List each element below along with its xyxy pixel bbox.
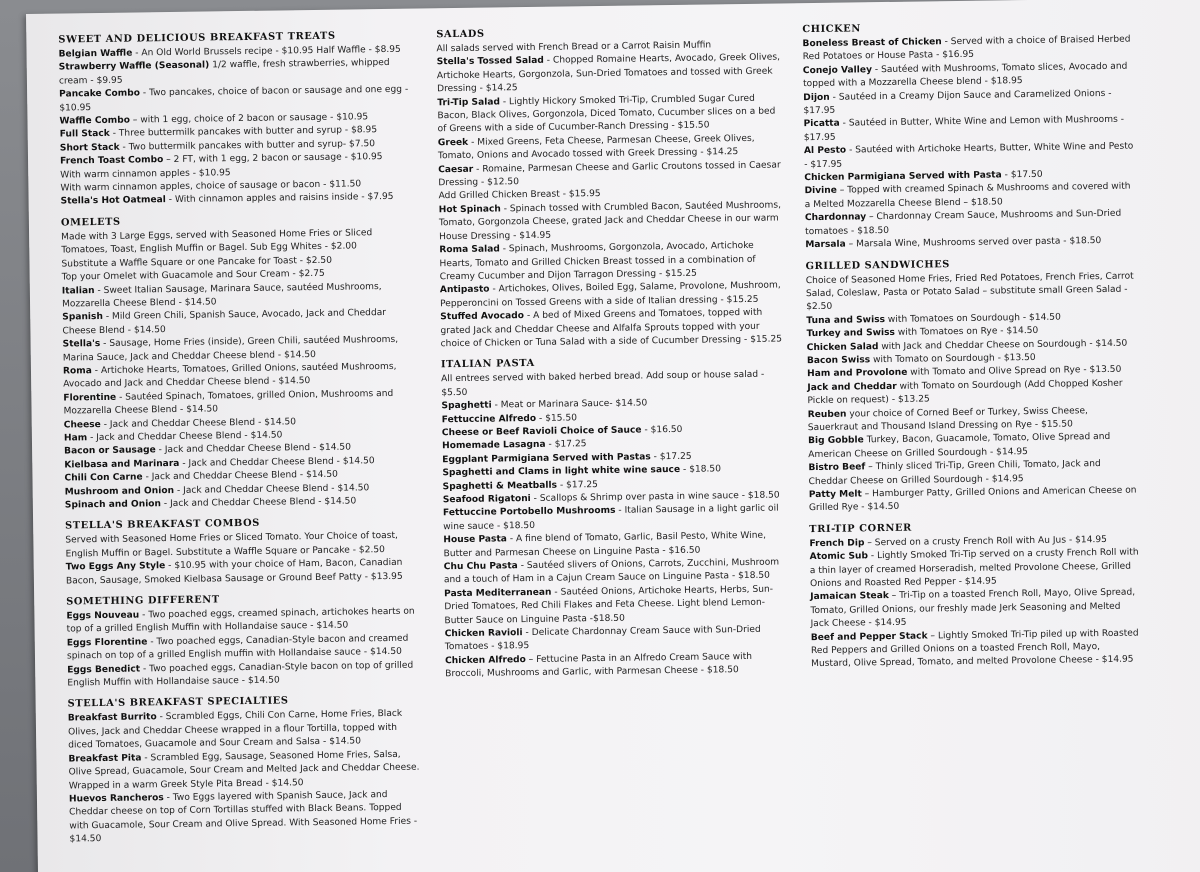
- menu-item-description: – 2 FT, with 1 egg, 2 bacon or sausage - $10.95: [163, 152, 383, 166]
- menu-item-name: Cheese or Beef Ravioli Choice of Sauce: [441, 425, 642, 439]
- menu-item-description: Substitute a Waffle Square or one Pancake for Toast - $2.50: [61, 255, 333, 270]
- menu-item: [69, 788, 422, 847]
- menu-item-name: Picatta: [803, 119, 840, 130]
- menu-item-name: Marsala: [805, 239, 846, 251]
- menu-item-name: Spaghetti: [441, 400, 492, 412]
- menu-item-name: Eggs Nouveau: [66, 610, 140, 622]
- menu-item: [439, 199, 788, 244]
- menu-item-description: - Jack and Cheddar Cheese Blend - $14.50: [155, 442, 352, 456]
- menu-column-middle: [436, 23, 793, 688]
- menu-item-description: - Jack and Cheddar Cheese Blend - $14.50: [173, 482, 370, 496]
- menu-item-name: Ham and Provolone: [807, 368, 908, 380]
- menu-item-name: Turkey and Swiss: [806, 328, 896, 340]
- menu-section: [441, 354, 793, 682]
- menu-item-description: With warm cinnamon apples - $10.95: [60, 167, 231, 181]
- menu-item-name: Greek: [437, 137, 469, 149]
- menu-item-name: Eggplant Parmigiana Served with Pastas: [442, 452, 651, 466]
- menu-item-description: – with 1 egg, choice of 2 bacon or sausage - $10.95: [129, 112, 369, 126]
- menu-item-name: Reuben: [807, 409, 847, 420]
- menu-item: [445, 650, 793, 682]
- menu-item-name: Spaghetti and Clams in light white wine sauce: [442, 465, 681, 479]
- menu-section: [58, 29, 412, 210]
- menu-item-description: - Served with a choice of Braised Herbed Red Potatoes or House Pasta - $16.95: [802, 34, 1131, 63]
- menu-item-description: - Sautéed Spinach, Tomatoes, grilled Onion, Mushrooms and Mozzarella Cheese Blend - $14.50: [63, 388, 394, 417]
- menu-item: [809, 485, 1139, 516]
- menu-item-name: Boneless Breast of Chicken: [802, 37, 942, 50]
- menu-item-description: - Sautéed Onions, Artichoke Hearts, Herbs, Sun-Dried Tomatoes, Red Chili Flakes and Feta Cheese. Light blend Lemon-Butter Sauce on Linguine Pasta -$18.50: [444, 584, 774, 626]
- menu-item: [444, 583, 793, 628]
- menu-item-name: Bistro Beef: [808, 462, 866, 474]
- menu-item-name: Stella's: [62, 339, 101, 350]
- menu-item-name: Seafood Rigatoni: [442, 494, 531, 506]
- menu-item-name: Atomic Sub: [809, 551, 869, 563]
- menu-item-description: - Two poached eggs, creamed spinach, artichokes hearts on top of a grilled English Muffin with Hollandaise sauce - $14.50: [66, 606, 415, 635]
- menu-item-description: - $17.25: [556, 479, 599, 491]
- menu-item: [67, 659, 419, 691]
- menu-item-name: Antipasto: [439, 284, 490, 296]
- menu-item: [68, 748, 421, 793]
- menu-item-description: - Jack and Cheddar Cheese Blend - $14.50: [160, 496, 357, 510]
- menu-item-description: - Sautéed slivers of Onions, Carrots, Zucchini, Mushroom and a touch of Ham in a Cajun Cream Sauce on Linguine Pasta - $18.50: [443, 557, 780, 586]
- menu-item-name: Bacon or Sausage: [64, 445, 156, 457]
- section-intro: All entrees served with baked herbed bread. Add soup or house salad - $5.50: [441, 370, 765, 398]
- menu-item-description: – Marsala Wine, Mushrooms served over pasta - $18.50: [845, 236, 1102, 250]
- section-title: STELLA'S BREAKFAST SPECIALTIES: [67, 695, 289, 710]
- menu-section: [65, 515, 418, 589]
- menu-item-name: Jamaican Steak: [810, 591, 889, 603]
- menu-item: [439, 239, 788, 284]
- menu-item-description: - Two buttermilk pancakes with butter and syrup- $7.50: [119, 138, 376, 153]
- menu-item-description: with Jack and Cheddar Cheese on Sourdough - $14.50: [878, 338, 1128, 352]
- section-title: STELLA'S BREAKFAST COMBOS: [65, 518, 260, 532]
- menu-item-description: - A fine blend of Tomato, Garlic, Basil Pesto, White Wine, Butter and Parmesan Cheese on Linguine Pasta - $16.50: [443, 530, 767, 559]
- menu-item-name: Homemade Lasagna: [442, 440, 546, 452]
- menu-item-name: Breakfast Pita: [68, 753, 142, 765]
- menu-item-name: Spaghetti & Meatballs: [442, 480, 558, 492]
- menu-item-description: - Artichokes, Olives, Boiled Egg, Salame, Provolone, Mushroom, Pepperoncini on Tossed Greens with a side of Italian dressing - $15.25: [440, 280, 781, 309]
- menu-item-description: – Chardonnay Cream Sauce, Mushrooms and Sun-Dried tomatoes - $18.50: [805, 209, 1122, 237]
- menu-item-name: Conejo Valley: [802, 65, 873, 76]
- menu-item-description: – Thinly sliced Tri-Tip, Green Chili, Tomato, Jack and Cheddar Cheese on Grilled Sourdough - $14.95: [808, 459, 1101, 487]
- menu-item-description: Add Grilled Chicken Breast - $15.95: [438, 189, 601, 202]
- menu-section: [802, 19, 1135, 253]
- menu-section: [436, 23, 788, 351]
- menu-item-description: - Mixed Greens, Feta Cheese, Parmesan Cheese, Greek Olives, Tomato, Onions and Avocado tossed with Greek Dressing - $14.25: [437, 133, 755, 162]
- section-intro: Choice of Seasoned Home Fries, Fried Red Potatoes, French Fries, Carrot Salad, Coleslaw, Pasta or Potato Salad – substitute small Green Salad - $2.50: [805, 271, 1134, 313]
- menu-item-description: - Jack and Cheddar Cheese Blend - $14.50: [142, 469, 338, 483]
- section-title: SOMETHING DIFFERENT: [66, 594, 220, 608]
- menu-item-name: Dijon: [803, 92, 830, 103]
- menu-item-name: Belgian Waffle: [58, 48, 133, 60]
- menu-item-description: - Sautéed in Butter, White Wine and Lemon with Mushrooms - $17.95: [803, 115, 1125, 143]
- menu-item-description: - Two Eggs layered with Spanish Sauce, Jack and Cheddar cheese on top of Corn Tortillas stuffed with Black Beans. Topped with Guacamole, Sour Cream and Olive Spread. With Seasoned Home Fries - $14.50: [69, 789, 418, 845]
- menu-item-description: - $16.50: [641, 424, 683, 436]
- menu-item-description: - Two pancakes, choice of bacon or sausage and one egg - $10.95: [59, 84, 409, 114]
- menu-item-name: Spinach and Onion: [64, 499, 162, 511]
- menu-item-name: Chu Chu Pasta: [443, 561, 518, 573]
- menu-item-name: Fettuccine Portobello Mushrooms: [442, 506, 616, 519]
- menu-section: [806, 255, 1140, 516]
- menu-item-description: - Spinach tossed with Crumbled Bacon, Sautéed Mushrooms, Tomato, Gorgonzola Cheese, grated Jack and Cheddar Cheese in our warm House Dressing - $14.95: [438, 200, 782, 242]
- menu-item-name: Chili Con Carne: [64, 472, 143, 484]
- menu-item-name: Italian: [61, 285, 95, 297]
- menu-item-name: Two Eggs Any Style: [65, 561, 166, 573]
- menu-item-name: Chardonnay: [804, 212, 867, 224]
- menu-item-name: French Dip: [809, 538, 865, 549]
- section-title: CHICKEN: [802, 23, 861, 36]
- menu-item-name: French Toast Combo: [59, 155, 164, 167]
- menu-item-name: Short Stack: [59, 142, 120, 154]
- menu-item-name: Jack and Cheddar: [807, 381, 897, 393]
- menu-item-description: Top your Omelet with Guacamole and Sour Cream - $2.75: [61, 268, 325, 283]
- menu-item: [437, 52, 786, 97]
- menu-item-name: Hot Spinach: [438, 204, 501, 216]
- menu-item-name: House Pasta: [443, 534, 508, 546]
- menu-item-name: Ham: [63, 433, 88, 444]
- menu-item-name: Chicken Ravioli: [444, 628, 523, 640]
- menu-item-description: - Sautéed with Mushrooms, Tomato slices, Avocado and topped with a Mozzarella Cheese blend - $18.95: [802, 61, 1128, 90]
- menu-item-description: - Romaine, Parmesan Cheese and Garlic Croutons tossed in Caesar Dressing - $12.50: [438, 160, 781, 189]
- menu-item-name: Spanish: [62, 312, 103, 323]
- menu-item-description: - Lightly Hickory Smoked Tri-Tip, Crumbled Sugar Cured Bacon, Black Olives, Gorgonzola, Diced Tomato, Cucumber slices on a bed of Greens with a side of Cucumber-Ranch Dressing - $15.50: [437, 93, 776, 135]
- menu-item-description: Turkey, Bacon, Guacamole, Tomato, Olive Spread and American Cheese on Grilled Sourdough - $14.95: [808, 432, 1111, 460]
- menu-item-name: Eggs Florentine: [66, 637, 148, 649]
- menu-item-description: - Artichoke Hearts, Tomatoes, Grilled Onions, sautéed Mushrooms, Avocado and Jack and Cheddar Cheese blend - $14.50: [63, 361, 397, 390]
- menu-item-description: - $10.95 with your choice of Ham, Bacon, Canadian Bacon, Sausage, Smoked Kielbasa Sausage or Ground Beef Patty - $13.95: [65, 558, 403, 587]
- menu-item-description: – Served on a crusty French Roll with Au Jus - $14.95: [864, 534, 1107, 549]
- menu-item-description: - $15.50: [536, 412, 578, 424]
- menu-item-description: - Jack and Cheddar Cheese Blend - $14.50: [179, 455, 375, 469]
- menu-item-description: with Tomato on Sourdough (Add Chopped Kosher Pickle on request) - $13.25: [807, 378, 1123, 407]
- menu-item-name: Waffle Combo: [59, 115, 131, 127]
- menu-item-name: Chicken Parmigiana Served with Pasta: [804, 170, 1002, 184]
- menu-item-name: Kielbasa and Marinara: [64, 458, 180, 471]
- menu-item-description: - Sausage, Home Fries (inside), Green Chili, sautéed Mushrooms, Marina Sauce, Jack and Cheddar Cheese blend - $14.50: [62, 334, 399, 364]
- menu-item-description: – Fettucine Pasta in an Alfredo Cream Sauce with Broccoli, Mushrooms and Garlic, with Parmesan Cheese - $18.50: [445, 651, 753, 680]
- menu-item-description: with Tomatoes on Rye - $14.50: [894, 326, 1039, 339]
- section-title: TRI-TIP CORNER: [809, 522, 912, 535]
- menu-item-description: with Tomato and Olive Spread on Rye - $13.50: [907, 365, 1122, 379]
- section-intro: Made with 3 Large Eggs, served with Seasoned Home Fries or Sliced Tomatoes, Toast, English Muffin or Bagel. Sub Egg Whites - $2.00: [61, 228, 373, 256]
- menu-item-description: - Three buttermilk pancakes with butter and syrup - $8.95: [109, 125, 378, 140]
- menu-item-description: - Scrambled Eggs, Chili Con Carne, Home Fries, Black Olives, Jack and Cheddar Cheese wrapped in a flour Tortilla, topped with diced Tomatoes, Guacamole and Sour Cream and Salsa - $14.50: [67, 709, 403, 751]
- menu-item-name: Full Stack: [59, 129, 110, 140]
- menu-item-name: Bacon Swiss: [806, 355, 871, 367]
- menu-item-name: Caesar: [438, 164, 474, 175]
- menu-item-description: - An Old World Brussels recipe - $10.95 Half Waffle - $8.95: [132, 44, 401, 59]
- menu-item-description: - $17.25: [545, 439, 587, 451]
- menu-item-description: - $17.50: [1001, 169, 1043, 181]
- section-title: SALADS: [436, 28, 485, 41]
- menu-item: [810, 547, 1141, 592]
- section-title: OMELETS: [60, 216, 121, 229]
- menu-item-name: Florentine: [63, 392, 117, 404]
- menu-item-name: Cheese: [63, 419, 101, 431]
- menu-item-description: - Two poached eggs, Canadian-Style bacon and creamed spinach on top of a grilled English muffin with Hollandaise sauce - $14.50: [66, 633, 409, 662]
- menu-section: [61, 211, 417, 512]
- menu-item-name: Pasta Mediterranean: [444, 587, 552, 600]
- menu-item-description: - Two poached eggs, Canadian-Style bacon on top of grilled English Muffin with Hollandaise sauce - $14.50: [67, 660, 414, 689]
- menu-section: [809, 518, 1141, 672]
- menu-item-description: - Sweet Italian Sausage, Marinara Sauce, sautéed Mushrooms, Mozzarella Cheese Blend - $14.50: [61, 281, 382, 310]
- menu-item-name: Breakfast Burrito: [67, 712, 157, 724]
- menu-item-name: Divine: [804, 186, 837, 197]
- menu-item-name: Eggs Benedict: [67, 664, 141, 676]
- menu-item-name: Tri-Tip Salad: [437, 97, 501, 108]
- menu-item-name: Huevos Rancheros: [68, 793, 164, 805]
- menu-item-description: - Italian Sausage in a light garlic oil wine sauce - $18.50: [443, 503, 779, 533]
- menu-item-name: Mushroom and Onion: [64, 485, 175, 498]
- menu-item-description: - Lightly Smoked Tri-Tip served on a crusty French Roll with a thin layer of creamed Horseradish, melted Provolone Cheese, Grilled Onions and Roasted Red Pepper - $14.95: [809, 547, 1139, 590]
- menu-item-description: - Jack and Cheddar Cheese Blend - $14.50: [100, 416, 297, 430]
- menu-item-name: Patty Melt: [808, 489, 862, 501]
- menu-item-description: - Scrambled Egg, Sausage, Seasoned Home Fries, Salsa, Olive Spread, Guacamole, Sour Cream and Melted Jack and Cheddar Cheese. Wrapped in a warm Greek Style Pita Bread - $14.50: [68, 749, 420, 791]
- menu-item: [810, 587, 1141, 632]
- menu-item-description: – Hamburger Patty, Grilled Onions and American Cheese on Grilled Rye - $14.50: [808, 485, 1137, 514]
- menu-item-description: With warm cinnamon apples, choice of sausage or bacon - $11.50: [60, 179, 362, 194]
- section-intro: Served with Seasoned Home Fries or Sliced Tomato. Your Choice of toast, English Muffin or Bagel. Substitute a Waffle Square or Pancake - $2.50: [65, 531, 398, 560]
- menu-item-name: Pancake Combo: [59, 88, 141, 100]
- menu-item-name: Tuna and Swiss: [806, 314, 886, 326]
- menu-item: [811, 627, 1142, 672]
- menu-item-description: - Spinach, Mushrooms, Gorgonzola, Avocado, Artichoke Hearts, Tomato and Grilled Chicken Breast tossed in a combination of Creamy Cucumber and Dijon Tarragon Dressing - $15.25: [439, 240, 756, 283]
- menu-item-name: Al Pesto: [803, 145, 847, 157]
- menu-item-description: - Mild Green Chili, Spanish Sauce, Avocado, Jack and Cheddar Cheese Blend - $14.50: [62, 308, 387, 337]
- menu-section: [68, 693, 422, 847]
- menu-item: [68, 708, 421, 753]
- menu-section: [66, 591, 419, 691]
- menu-item-description: - Sautéed with Artichoke Hearts, Butter, White Wine and Pesto - $17.95: [804, 141, 1134, 170]
- menu-item-name: Fettuccine Alfredo: [441, 413, 537, 425]
- menu-item: [440, 307, 789, 352]
- menu-item-name: Roma Salad: [439, 244, 500, 256]
- menu-item-name: Stuffed Avocado: [440, 311, 525, 323]
- menu-item-description: - Delicate Chardonnay Cream Sauce with Sun-Dried Tomatoes - $18.95: [444, 624, 761, 653]
- menu-column-right: [802, 19, 1141, 679]
- menu-item-name: Chicken Salad: [806, 341, 879, 353]
- section-title: SWEET AND DELICIOUS BREAKFAST TREATS: [58, 30, 336, 46]
- menu-item-description: with Tomatoes on Sourdough - $14.50: [884, 312, 1061, 325]
- section-title: ITALIAN PASTA: [440, 358, 535, 371]
- menu-item-description: - Jack and Cheddar Cheese Blend - $14.50: [87, 430, 283, 444]
- menu-item-description: - Meat or Marinara Sauce- $14.50: [491, 398, 648, 411]
- menu-item-description: - Sautéed in a Creamy Dijon Sauce and Caramelized Onions - $17.95: [803, 88, 1112, 117]
- menu-item-description: - With cinnamon apples and raisins inside - $7.95: [165, 192, 394, 206]
- menu-item-name: Strawberry Waffle (Seasonal): [58, 60, 210, 73]
- menu-item-description: - $17.25: [650, 451, 692, 463]
- menu-item-name: Stella's Hot Oatmeal: [60, 195, 166, 208]
- menu-item-description: 1/2 waffle, fresh strawberries, whipped cream - $9.95: [58, 58, 390, 87]
- menu-item-description: your choice of Corned Beef or Turkey, Swiss Cheese, Sauerkraut and Thousand Island Dressing on Rye - $15.50: [807, 405, 1088, 434]
- menu-item-name: Stella's Tossed Salad: [436, 56, 544, 68]
- menu-item-description: – Topped with creamed Spinach & Mushrooms and covered with a Melted Mozzarella Cheese Blend – $18.50: [804, 182, 1131, 211]
- menu-item-description: - A bed of Mixed Greens and Tomatoes, topped with grated Jack and Cheddar Cheese and Alfalfa Sprouts topped with your choice of Chicken or Tuna Salad with a side of Cucumber Dressing - $15.25: [440, 307, 783, 350]
- menu-item: [66, 557, 418, 589]
- menu-item-description: – Lightly Smoked Tri-Tip piled up with Roasted Red Peppers and Grilled Onions on a toasted French Roll, Mayo, Mustard, Olive Spread, Tomato, and melted Provolone Cheese - $14.95: [810, 628, 1139, 670]
- menu-item-name: Beef and Pepper Stack: [810, 631, 928, 643]
- menu-item-name: Chicken Alfredo: [445, 654, 526, 667]
- menu-item: [437, 92, 786, 137]
- menu-item-description: - Chopped Romaine Hearts, Avocado, Greek Olives, Artichoke Hearts, Gorgonzola, Sun-Dried Tomatoes and tossed with Greek Dressing - $14.25: [436, 52, 781, 95]
- menu-item-name: Big Gobble: [807, 435, 864, 447]
- menu-item-description: – Tri-Tip on a toasted French Roll, Mayo, Olive Spread, Tomato, Grilled Onions, our freshly made Jerk Seasoning and Melted Jack Cheese - $14.95: [810, 588, 1136, 630]
- menu-item-name: Roma: [62, 366, 92, 377]
- menu-sheet: [26, 0, 1200, 872]
- section-title: GRILLED SANDWICHES: [805, 258, 951, 272]
- menu-column-left: [58, 29, 421, 854]
- menu-item-description: with Tomato on Sourdough - $13.50: [870, 352, 1036, 366]
- menu-item-description: - $18.50: [680, 464, 722, 476]
- menu-item-description: - Scallops & Shrimp over pasta in wine sauce - $18.50: [530, 490, 780, 504]
- section-intro: All salads served with French Bread or a Carrot Raisin Muffin: [436, 40, 712, 55]
